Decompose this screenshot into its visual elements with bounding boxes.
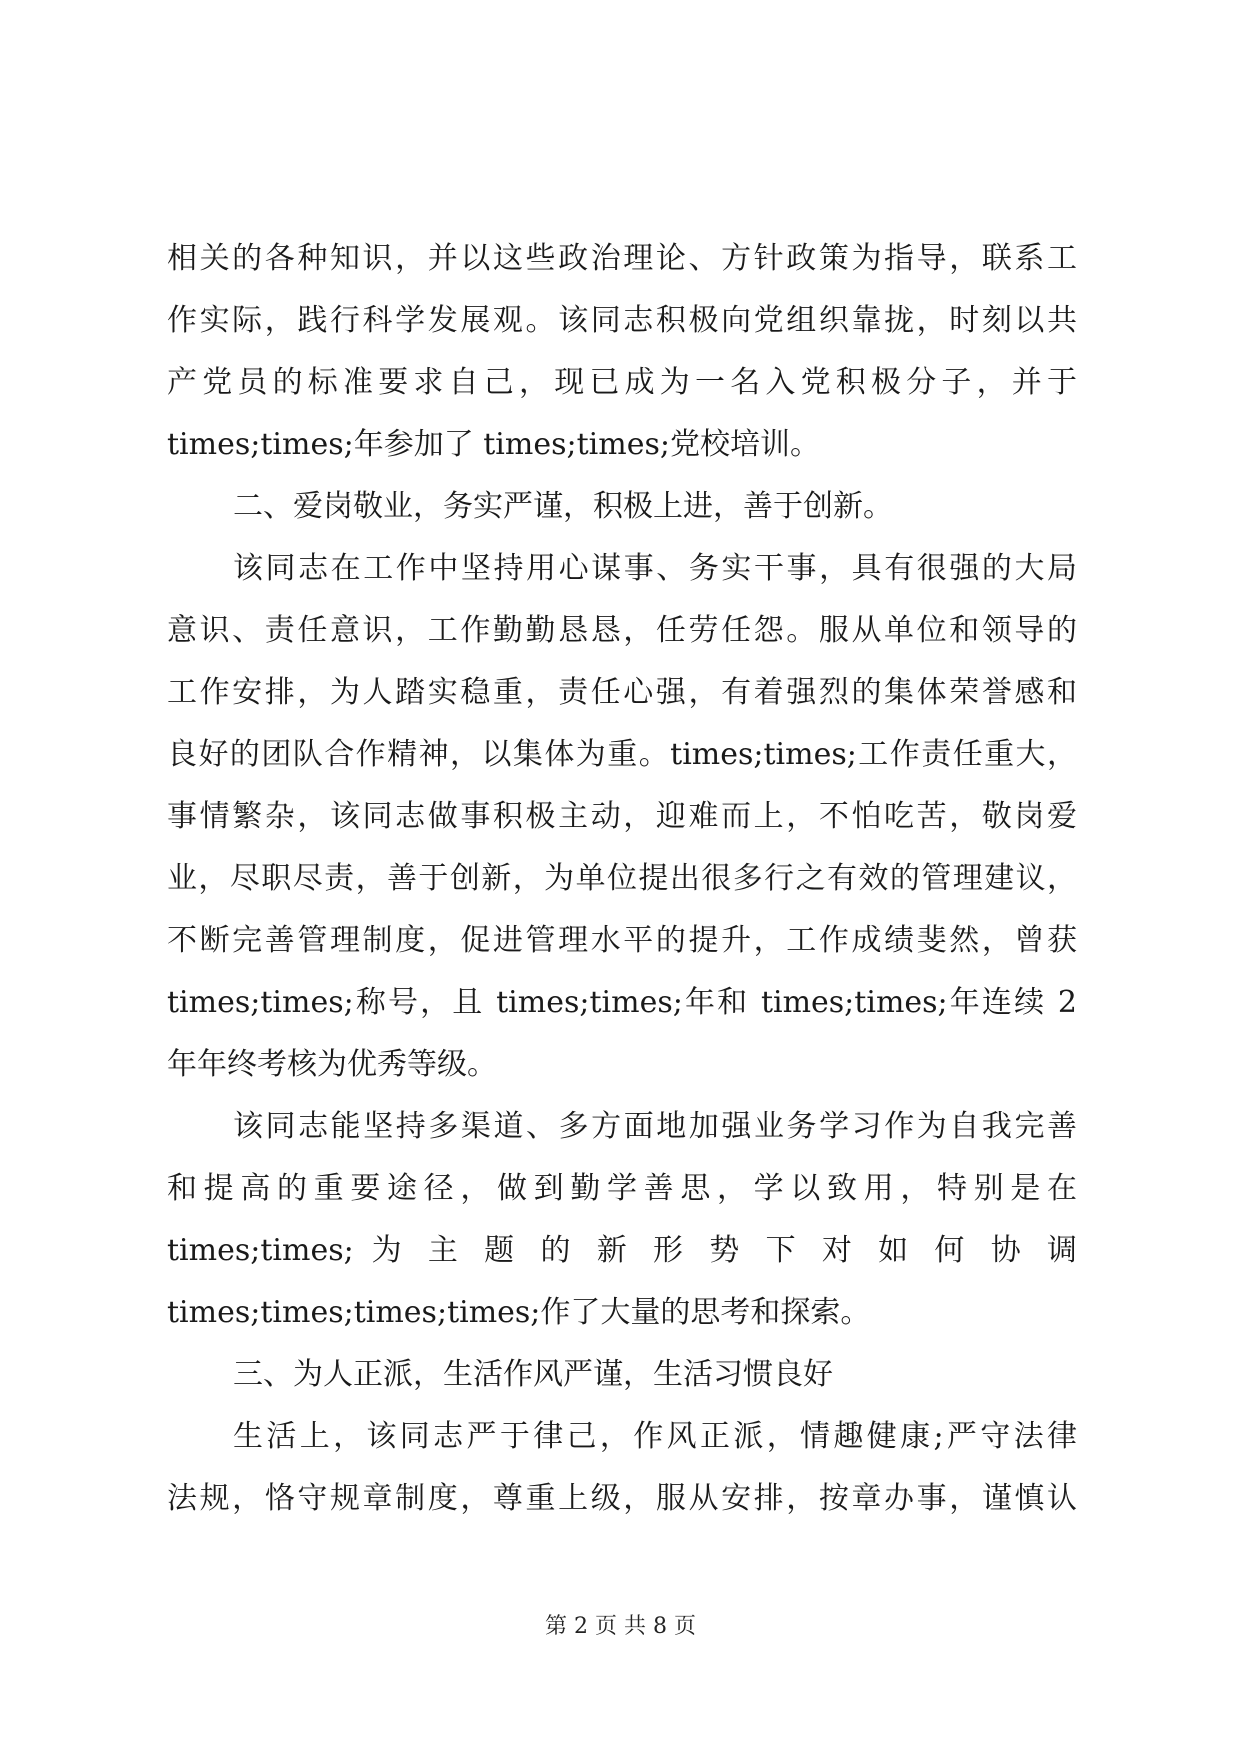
- text-line: 产党员的标准要求自己，现已成为一名入党积极分子，并于: [167, 365, 1077, 400]
- page-number-footer: 第 2 页 共 8 页: [545, 1614, 696, 1639]
- text-line: 业，尽职尽责，善于创新，为单位提出很多行之有效的管理建议，: [167, 861, 1077, 896]
- text-line: 意识、责任意识，工作勤勤恳恳，任劳任怨。服从单位和领导的: [167, 613, 1077, 648]
- text-line: 工作安排，为人踏实稳重，责任心强，有着强烈的集体荣誉感和: [167, 675, 1077, 710]
- text-line: 相关的各种知识，并以这些政治理论、方针政策为指导，联系工: [167, 241, 1077, 276]
- text-line: 和提高的重要途径，做到勤学善思，学以致用，特别是在: [167, 1171, 1077, 1206]
- text-line: times;times;称号，且 times;times;年和 times;times;年连续 2: [167, 985, 1077, 1020]
- section-heading: 三、为人正派，生活作风严谨，生活习惯良好: [233, 1357, 833, 1392]
- text-line: 良好的团队合作精神，以集体为重。times;times;工作责任重大，: [167, 737, 1077, 772]
- section-heading: 二、爱岗敬业，务实严谨，积极上进，善于创新。: [233, 489, 893, 524]
- text-line: 事情繁杂，该同志做事积极主动，迎难而上，不怕吃苦，敬岗爱: [167, 799, 1077, 834]
- document-body: [167, 228, 1077, 1530]
- text-line: 该同志在工作中坚持用心谋事、务实干事，具有很强的大局: [233, 551, 1077, 586]
- text-line: 法规，恪守规章制度，尊重上级，服从安排，按章办事，谨慎认: [167, 1481, 1077, 1516]
- text-line: times;times;年参加了 times;times;党校培训。: [167, 427, 820, 462]
- text-line: times;times;times;times;作了大量的思考和探索。: [167, 1295, 871, 1330]
- text-line: 生活上，该同志严于律己，作风正派，情趣健康;严守法律: [233, 1419, 1077, 1454]
- text-line: times;times; 为 主 题 的 新 形 势 下 对 如 何 协 调: [167, 1233, 1077, 1268]
- text-line: 年年终考核为优秀等级。: [167, 1047, 497, 1082]
- text-line: 该同志能坚持多渠道、多方面地加强业务学习作为自我完善: [233, 1109, 1077, 1144]
- text-line: 不断完善管理制度，促进管理水平的提升，工作成绩斐然，曾获: [167, 923, 1077, 958]
- text-line: 作实际，践行科学发展观。该同志积极向党组织靠拢，时刻以共: [167, 303, 1077, 338]
